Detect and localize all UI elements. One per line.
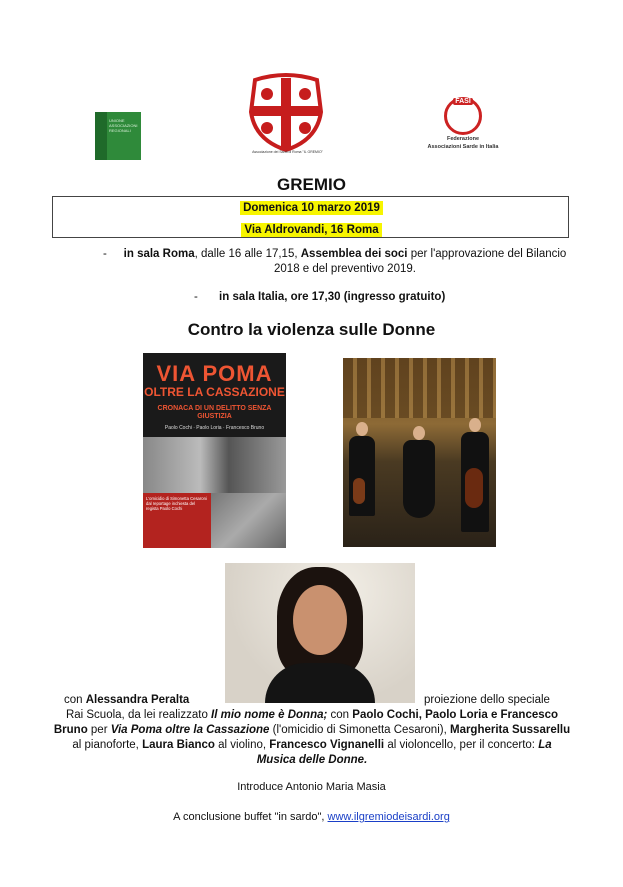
event-room-time: in sala Italia, ore 17,30 (ingresso gratuito) — [219, 291, 446, 303]
concert-title: La Musica delle Donne. — [256, 739, 552, 766]
unar-logo — [95, 112, 141, 160]
book-cover-image — [143, 353, 286, 548]
book-note: L'omicidio di Simonetta Cesaroni dal reportage inchiesta del regista Paolo Cochi — [143, 493, 211, 548]
desc-piano: al pianoforte, — [72, 739, 143, 751]
book-photo — [143, 437, 286, 497]
website-link[interactable]: www.ilgremiodeisardi.org — [327, 811, 450, 823]
desc-cello: al violoncello, per il concerto: — [384, 739, 539, 751]
authors-names: Paolo Cochi, Paolo Loria e Francesco Bruno — [53, 709, 559, 736]
desc-projection: proiezione dello speciale — [424, 694, 550, 706]
fasi-badge: FASI — [453, 98, 473, 105]
fasi-emblem-icon — [444, 97, 482, 135]
desc-con: con — [64, 694, 86, 706]
event-description — [52, 693, 572, 768]
fasi-caption-2: Associazioni Sarde in Italia — [427, 143, 499, 150]
desc-rai: Rai Scuola, da lei realizzato — [65, 709, 212, 721]
event-address: Via Aldrovandi, 16 Roma — [241, 223, 381, 237]
introducer-line: Introduce Antonio Maria Masia — [237, 781, 386, 793]
book-subtitle: CRONACA DI UN DELITTO SENZA GIUSTIZIA — [157, 405, 272, 420]
gremio-coat-of-arms-logo — [245, 72, 327, 152]
violinist-name: Laura Bianco — [142, 739, 215, 751]
assembly-room: in sala Roma — [123, 248, 195, 260]
assembly-purpose: per l'approvazione del Bilancio 2018 e del preventivo 2019. — [274, 248, 567, 275]
program-title: Il mio nome è Donna; — [211, 709, 328, 721]
book-title-2: OLTRE LA CASSAZIONE — [144, 385, 285, 399]
fasi-logo — [418, 97, 508, 159]
book-authors: Paolo Cochi · Paolo Loria · Francesco Bruno — [164, 425, 265, 431]
event-date: Domenica 10 marzo 2019 — [240, 201, 383, 215]
agenda-item-assembly — [103, 247, 573, 277]
bullet-dash: - — [103, 248, 107, 260]
gremio-logo-caption: Associazione dei Sardi di Roma "IL GREMIO" — [252, 150, 323, 154]
conclusion-text: A conclusione buffet "in sardo", — [173, 811, 328, 823]
desc-violin: al violino, — [214, 739, 270, 751]
unar-logo-text: UNIONE ASSOCIAZIONI REGIONALI — [109, 118, 138, 133]
event-title: Contro la violenza sulle Donne — [187, 320, 436, 339]
conclusion-line — [0, 811, 623, 823]
assembly-label: Assemblea dei soci — [300, 248, 408, 260]
agenda-item-event — [194, 290, 524, 305]
book-title-ref: Via Poma oltre la Cassazione — [110, 724, 270, 736]
book-title-1: VIA POMA — [156, 361, 273, 386]
desc-for: per — [87, 724, 111, 736]
concert-photo — [343, 358, 496, 547]
bullet-dash: - — [194, 291, 198, 303]
pianist-name: Margherita Sussarellu — [449, 724, 571, 736]
fasi-caption-1: Federazione — [446, 136, 480, 142]
desc-case: (l'omicidio di Simonetta Cesaroni), — [269, 724, 450, 736]
book-photo-2 — [211, 493, 286, 548]
speaker-portrait — [225, 563, 415, 703]
speaker-name: Alessandra Peralta — [85, 694, 190, 706]
assembly-time: , dalle 16 alle 17,15, — [194, 248, 301, 260]
cellist-name: Francesco Vignanelli — [269, 739, 385, 751]
desc-with: con — [327, 709, 353, 721]
page-title: GREMIO — [277, 175, 346, 194]
